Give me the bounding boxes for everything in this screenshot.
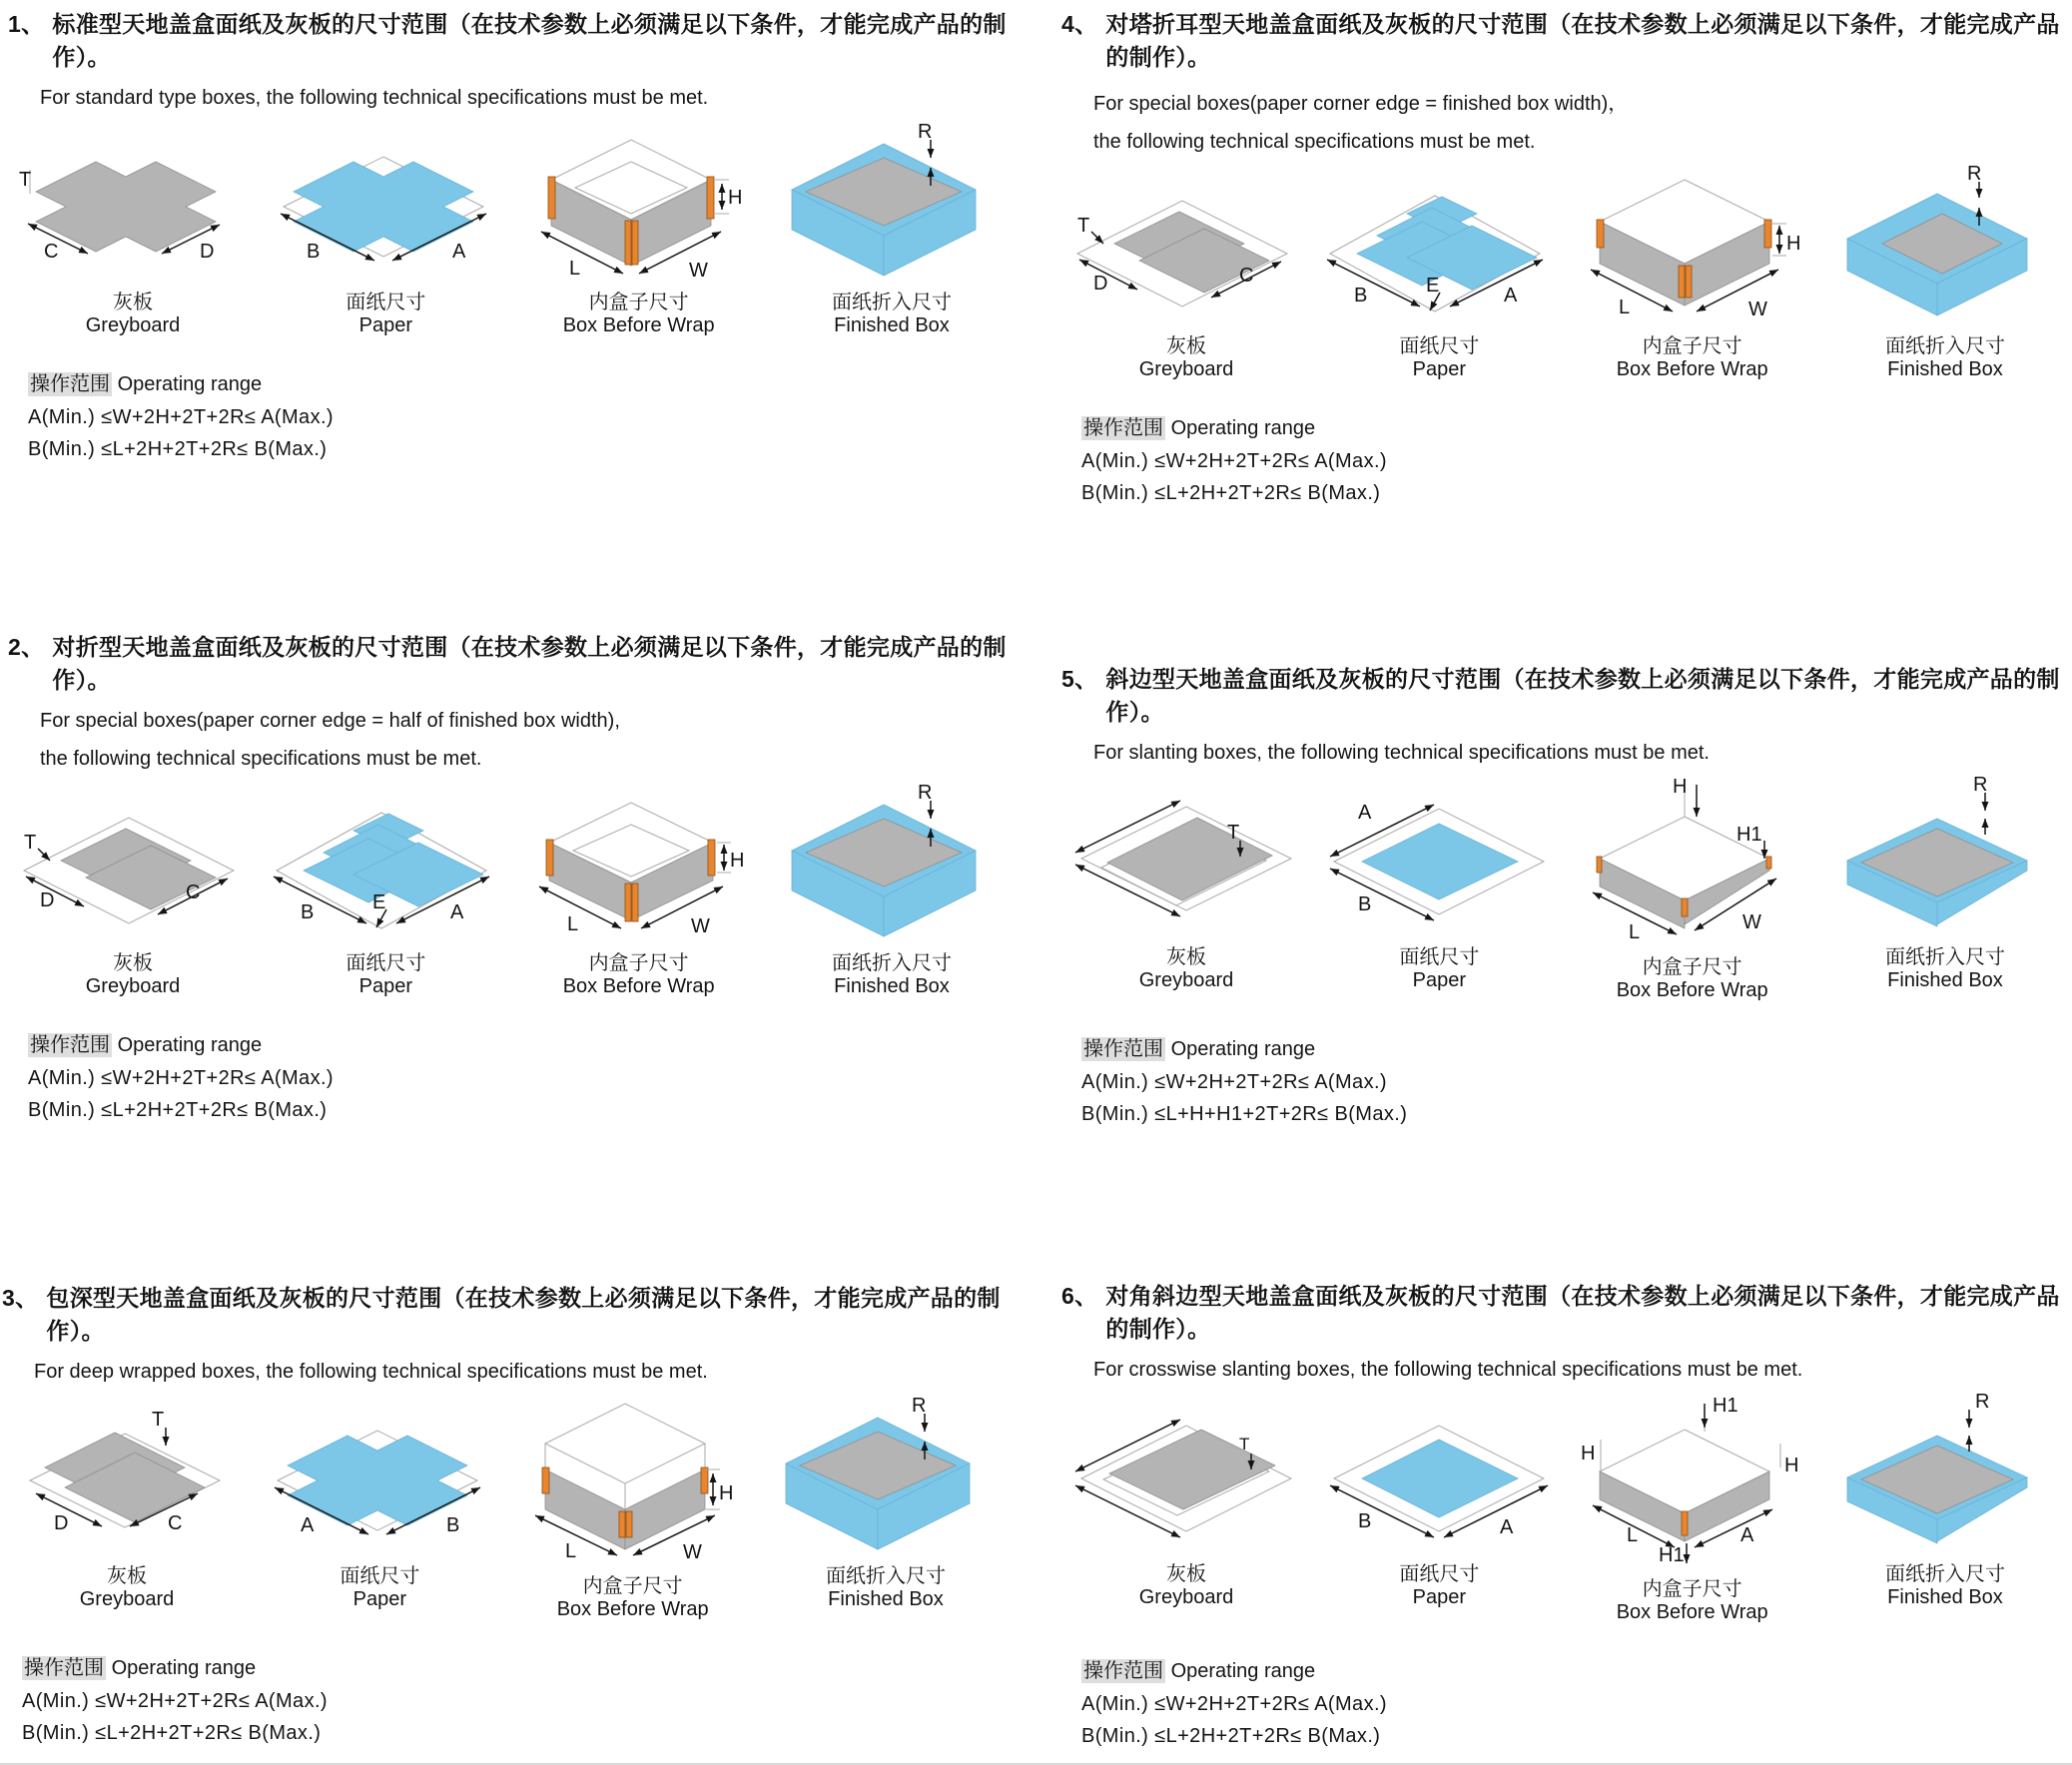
caption-paper-en: Paper: [352, 1588, 407, 1610]
dim-label-h: H: [1673, 777, 1688, 798]
caption-paper-zh: 面纸尺寸: [1399, 1563, 1480, 1585]
greyboard-diagram: [12, 122, 254, 337]
caption-paper-zh: 面纸尺寸: [1399, 335, 1480, 357]
section-title: [2, 1280, 1011, 1346]
section-subtitle-en: For standard type boxes, the following technical specifications must be met.: [40, 87, 709, 109]
caption-greyboard-zh: 灰板: [113, 292, 153, 313]
dim-label-a: A: [449, 901, 464, 923]
greyboard-slant-illustration: [1069, 1394, 1304, 1553]
caption-finished-en: Finished Box: [1887, 1586, 2003, 1608]
diagram-row: [1061, 1394, 2070, 1624]
operating-range-block: [1081, 1032, 2070, 1126]
paper-slant-illustration: [1322, 1394, 1557, 1553]
dim-label-c: C: [167, 1512, 182, 1534]
dim-label-l: L: [567, 913, 579, 935]
section-standard-boxes: [8, 6, 1017, 461]
dim-label-h: H: [1786, 233, 1801, 255]
v-wall-box-illustration: [1575, 166, 1809, 325]
dim-label-t: T: [18, 169, 31, 191]
operating-range-label-zh: 操作范围: [1083, 417, 1163, 439]
diagram-row: [1061, 166, 2070, 381]
paper-cross-illustration: [269, 122, 503, 282]
finished-slant-tray-illustration: [1827, 1394, 2062, 1553]
formula-b: B(Min.) ≤L+2H+2T+2R≤ B(Max.): [28, 438, 328, 460]
caption-finished-zh: 面纸折入尺寸: [1884, 1563, 2005, 1585]
operating-range-label-zh: 操作范围: [30, 1034, 110, 1056]
finished-box-diagram: [1824, 166, 2066, 381]
crosswise-slant-box-illustration: [1575, 1394, 1809, 1568]
dim-label-l: L: [1627, 1524, 1639, 1546]
dim-label-l: L: [1629, 921, 1641, 943]
formula-a: A(Min.) ≤W+2H+2T+2R≤ A(Max.): [1081, 450, 1387, 472]
operating-range-label-en: Operating range: [117, 1034, 263, 1056]
section-subtitle-en: For crosswise slanting boxes, the following technical specifications must be met.: [1093, 1359, 1803, 1381]
operating-range-label-zh: 操作范围: [1083, 1660, 1163, 1682]
section-subtitle-en2: the following technical specifications must be met.: [1093, 131, 1536, 153]
operating-range-label-en: Operating range: [1170, 1038, 1316, 1060]
dim-label-h: H: [730, 850, 745, 872]
section-number: 6、: [1061, 1283, 1098, 1309]
dim-label-h1-top: H1: [1713, 1395, 1738, 1417]
dim-label-a: A: [1357, 802, 1372, 824]
caption-finished-en: Finished Box: [834, 314, 950, 336]
caption-greyboard-en: Greyboard: [1138, 358, 1234, 380]
dim-label-d: D: [39, 889, 54, 911]
finished-box-diagram: [765, 1396, 1007, 1621]
section-title-zh: 对折型天地盖盒面纸及灰板的尺寸范围（在技术参数上必须满足以下条件，才能完成产品的制作）。: [52, 634, 1007, 693]
dim-label-a2: A: [1740, 1524, 1754, 1546]
caption-box-en: Box Before Wrap: [1616, 1601, 1768, 1623]
section-title: [1061, 1278, 2070, 1344]
caption-finished-en: Finished Box: [834, 975, 950, 997]
dim-label-c: C: [43, 241, 58, 263]
caption-box-en: Box Before Wrap: [562, 975, 715, 997]
section-subtitle-en: For special boxes(paper corner edge = finished box width)，: [1093, 93, 1629, 115]
dim-label-b: B: [300, 901, 315, 923]
caption-finished-zh: 面纸折入尺寸: [1884, 335, 2005, 357]
section-subtitle-en: For deep wrapped boxes, the following technical specifications must be met.: [34, 1361, 708, 1383]
section-title: [8, 629, 1017, 695]
dim-label-l: L: [565, 1540, 577, 1562]
paper-diagram: [1318, 777, 1560, 1002]
caption-greyboard-en: Greyboard: [79, 1588, 175, 1610]
greyboard-diagram: [1065, 777, 1307, 1002]
dim-label-h: H: [719, 1482, 734, 1504]
dim-label-r: R: [1975, 1394, 1990, 1413]
section-title-zh: 斜边型天地盖盒面纸及灰板的尺寸范围（在技术参数上必须满足以下条件，才能完成产品的制作）。: [1105, 666, 2060, 725]
caption-paper-en: Paper: [1412, 358, 1467, 380]
dim-label-t: T: [23, 832, 36, 854]
formula-b: B(Min.) ≤L+2H+2T+2R≤ B(Max.): [28, 1099, 328, 1121]
paper-diagram: [265, 122, 506, 337]
section-title: [1061, 661, 2070, 727]
operating-range-block: [28, 1028, 1017, 1122]
caption-greyboard-en: Greyboard: [1138, 1586, 1234, 1608]
greyboard-overlap-illustration: [10, 1396, 245, 1555]
operating-range-block: [22, 1651, 1011, 1745]
operating-range-label-en: Operating range: [1170, 1660, 1316, 1682]
dim-label-r: R: [918, 122, 933, 143]
paper-slant-illustration: [1322, 777, 1557, 936]
formula-a: A(Min.) ≤W+2H+2T+2R≤ A(Max.): [28, 406, 334, 428]
caption-paper-en: Paper: [1412, 969, 1467, 991]
dim-label-t: T: [1226, 822, 1239, 844]
greyboard-diagram: [12, 783, 254, 998]
caption-box-zh: 内盒子尺寸: [1642, 335, 1742, 357]
operating-range-label-en: Operating range: [1170, 417, 1316, 439]
formula-b: B(Min.) ≤L+H+H1+2T+2R≤ B(Max.): [1081, 1103, 1408, 1125]
greyboard-diagram: [1065, 166, 1307, 381]
slant-box-illustration: [1575, 777, 1809, 946]
formula-b: B(Min.) ≤L+2H+2T+2R≤ B(Max.): [22, 1722, 322, 1744]
greyboard-cross-illustration: [16, 122, 251, 282]
paper-diagram: [1318, 166, 1560, 381]
operating-range-label-zh: 操作范围: [1083, 1038, 1163, 1060]
operating-range-block: [28, 367, 1017, 461]
finished-slant-tray-illustration: [1827, 777, 2062, 936]
caption-finished-zh: 面纸折入尺寸: [1884, 946, 2005, 968]
dim-label-r: R: [1973, 777, 1988, 796]
dim-label-e: E: [1425, 275, 1440, 296]
caption-paper-zh: 面纸尺寸: [345, 292, 426, 313]
caption-paper-zh: 面纸尺寸: [1399, 946, 1480, 968]
dim-label-h-left: H: [1581, 1443, 1596, 1465]
open-box-illustration: [521, 122, 756, 282]
formula-a: A(Min.) ≤W+2H+2T+2R≤ A(Max.): [22, 1690, 328, 1712]
caption-greyboard-en: Greyboard: [1138, 969, 1234, 991]
caption-paper-zh: 面纸尺寸: [340, 1565, 420, 1587]
dim-label-h1: H1: [1736, 824, 1762, 846]
finished-tray-illustration: [768, 1396, 1003, 1555]
caption-box-en: Box Before Wrap: [1616, 979, 1768, 1001]
box-before-wrap-diagram: [512, 1396, 754, 1621]
formula-b: B(Min.) ≤L+2H+2T+2R≤ B(Max.): [1081, 482, 1381, 504]
box-before-wrap-diagram: [518, 122, 760, 337]
dim-label-a: A: [1503, 285, 1518, 306]
box-before-wrap-diagram: [1572, 1394, 1813, 1624]
section-deep-wrapped-boxes: [2, 1280, 1011, 1745]
section-fullwidth-boxes: [1061, 6, 2070, 505]
paper-diagram: [259, 1396, 500, 1621]
dim-label-w: W: [1742, 911, 1762, 933]
caption-paper-en: Paper: [358, 975, 413, 997]
dim-label-b: B: [445, 1514, 460, 1536]
open-box-illustration: [521, 783, 756, 942]
dim-label-h-right: H: [1784, 1455, 1799, 1476]
deep-box-illustration: [515, 1396, 750, 1565]
section-number: 4、: [1061, 11, 1098, 37]
operating-range-label-en: Operating range: [117, 373, 263, 395]
paper-folded-illustration: [269, 783, 503, 942]
formula-a: A(Min.) ≤W+2H+2T+2R≤ A(Max.): [1081, 1693, 1387, 1715]
dim-label-d: D: [1092, 273, 1107, 294]
finished-tray-illustration: [774, 783, 1009, 942]
dim-label-w: W: [691, 915, 711, 937]
dim-label-b: B: [1357, 893, 1372, 915]
section-halfwidth-boxes: [8, 629, 1017, 1122]
caption-finished-zh: 面纸折入尺寸: [831, 952, 952, 974]
box-before-wrap-diagram: [1572, 166, 1813, 381]
finished-tray-illustration: [774, 122, 1009, 282]
diagram-row: [2, 1396, 1011, 1621]
caption-greyboard-en: Greyboard: [85, 314, 181, 336]
greyboard-diagram: [1065, 1394, 1307, 1624]
dim-label-r: R: [1967, 166, 1982, 185]
dim-label-w: W: [683, 1541, 703, 1563]
caption-finished-zh: 面纸折入尺寸: [825, 1565, 946, 1587]
caption-box-zh: 内盒子尺寸: [588, 952, 689, 974]
section-number: 2、: [8, 634, 45, 660]
caption-greyboard-zh: 灰板: [1166, 335, 1206, 357]
caption-paper-zh: 面纸尺寸: [345, 952, 426, 974]
caption-greyboard-zh: 灰板: [1166, 1563, 1206, 1585]
dim-label-r: R: [918, 783, 933, 804]
dim-label-h: H: [728, 187, 743, 209]
formula-b: B(Min.) ≤L+2H+2T+2R≤ B(Max.): [1081, 1725, 1381, 1747]
greyboard-slant-illustration: [1069, 777, 1304, 936]
greyboard-folded-illustration: [1069, 166, 1304, 325]
caption-box-zh: 内盒子尺寸: [1642, 1578, 1742, 1600]
dim-label-d: D: [199, 241, 214, 263]
caption-box-en: Box Before Wrap: [1616, 358, 1768, 380]
caption-greyboard-zh: 灰板: [113, 952, 153, 974]
section-title: [8, 6, 1017, 72]
dim-label-b: B: [1353, 285, 1368, 306]
dim-label-t: T: [151, 1409, 164, 1431]
finished-solid-box-illustration: [1827, 166, 2062, 325]
paper-diagram: [1318, 1394, 1560, 1624]
dim-label-e: E: [371, 891, 386, 913]
box-before-wrap-diagram: [1572, 777, 1813, 1002]
caption-greyboard-zh: 灰板: [1166, 946, 1206, 968]
operating-range-label-zh: 操作范围: [24, 1657, 104, 1679]
formula-a: A(Min.) ≤W+2H+2T+2R≤ A(Max.): [28, 1067, 334, 1089]
section-title-zh: 包深型天地盖盒面纸及灰板的尺寸范围（在技术参数上必须满足以下条件，才能完成产品的制作）。: [46, 1285, 1001, 1344]
dim-label-t: T: [1238, 1435, 1249, 1454]
section-number: 3、: [2, 1285, 39, 1311]
caption-paper-en: Paper: [358, 314, 413, 336]
dim-label-l: L: [569, 258, 581, 280]
diagram-row: [8, 122, 1017, 337]
dim-label-c: C: [1238, 265, 1253, 287]
dim-label-b: B: [306, 241, 321, 263]
dim-label-l: L: [1619, 296, 1631, 318]
dim-label-r: R: [912, 1396, 927, 1417]
finished-box-diagram: [771, 122, 1013, 337]
caption-box-zh: 内盒子尺寸: [1642, 956, 1742, 978]
section-title: [1061, 6, 2070, 72]
paper-folded-illustration: [1322, 166, 1557, 325]
section-crosswise-slanting-boxes: [1061, 1278, 2070, 1748]
section-subtitle-en: For slanting boxes, the following technical specifications must be met.: [1093, 742, 1710, 764]
finished-box-diagram: [1824, 777, 2066, 1002]
box-before-wrap-diagram: [518, 783, 760, 998]
dim-label-t: T: [1076, 215, 1089, 237]
operating-range-label-zh: 操作范围: [30, 373, 110, 395]
paper-cross-illustration: [263, 1396, 497, 1555]
diagram-row: [1061, 777, 2070, 1002]
section-number: 1、: [8, 11, 45, 37]
paper-diagram: [265, 783, 506, 998]
caption-finished-en: Finished Box: [1887, 358, 2003, 380]
finished-box-diagram: [771, 783, 1013, 998]
dim-label-d: D: [53, 1512, 68, 1534]
section-title-zh: 对塔折耳型天地盖盒面纸及灰板的尺寸范围（在技术参数上必须满足以下条件，才能完成产品的制作）。: [1105, 11, 2060, 70]
section-subtitle-en: For special boxes(paper corner edge = half of finished box width),: [40, 710, 620, 732]
caption-box-en: Box Before Wrap: [562, 314, 715, 336]
section-title-zh: 对角斜边型天地盖盒面纸及灰板的尺寸范围（在技术参数上必须满足以下条件，才能完成产品的制作）。: [1105, 1283, 2060, 1342]
operating-range-block: [1081, 1654, 2070, 1748]
caption-box-zh: 内盒子尺寸: [588, 292, 689, 313]
section-number: 5、: [1061, 666, 1098, 692]
greyboard-folded-illustration: [16, 783, 251, 942]
dim-label-a: A: [300, 1514, 315, 1536]
caption-box-zh: 内盒子尺寸: [582, 1575, 683, 1597]
section-subtitle-en2: the following technical specifications must be met.: [40, 748, 482, 770]
caption-greyboard-zh: 灰板: [107, 1565, 147, 1587]
caption-box-en: Box Before Wrap: [556, 1598, 709, 1620]
operating-range-label-en: Operating range: [111, 1657, 257, 1679]
caption-greyboard-en: Greyboard: [85, 975, 181, 997]
dim-label-w: W: [1748, 298, 1768, 320]
caption-finished-en: Finished Box: [828, 1588, 944, 1610]
diagram-row: [8, 783, 1017, 998]
dim-label-h1-bottom: H1: [1659, 1544, 1685, 1566]
finished-box-diagram: [1824, 1394, 2066, 1624]
section-slanting-boxes: [1061, 661, 2070, 1126]
dim-label-w: W: [689, 260, 709, 282]
operating-range-block: [1081, 411, 2070, 505]
caption-paper-en: Paper: [1412, 1586, 1467, 1608]
caption-finished-en: Finished Box: [1887, 969, 2003, 991]
dim-label-a: A: [1499, 1516, 1514, 1538]
dim-label-c: C: [185, 882, 200, 903]
dim-label-a: A: [451, 241, 466, 263]
section-title-zh: 标准型天地盖盒面纸及灰板的尺寸范围（在技术参数上必须满足以下条件，才能完成产品的制作）。: [52, 11, 1007, 70]
formula-a: A(Min.) ≤W+2H+2T+2R≤ A(Max.): [1081, 1071, 1387, 1093]
dim-label-b: B: [1357, 1510, 1372, 1532]
caption-finished-zh: 面纸折入尺寸: [831, 292, 952, 313]
greyboard-diagram: [6, 1396, 248, 1621]
